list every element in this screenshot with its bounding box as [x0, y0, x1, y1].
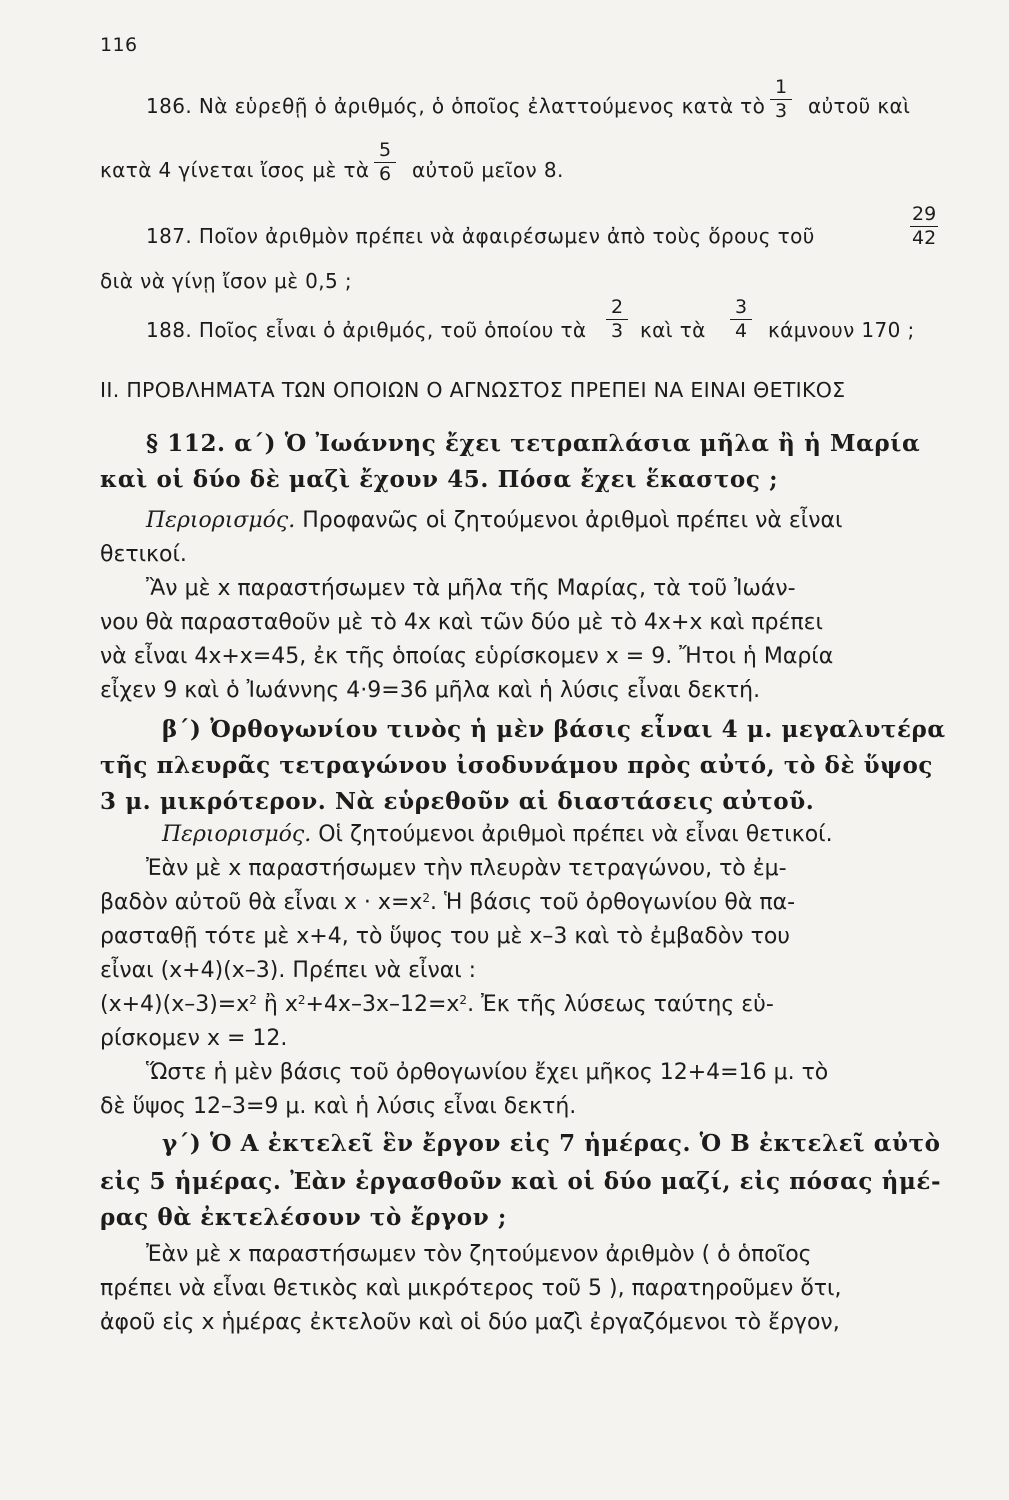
- section-112-title-line1: § 112. α΄) Ὁ Ἰωάννης ἔχει τετραπλάσια μῆλα ἢ ἡ Μαρία: [146, 430, 921, 457]
- fraction-denominator: 3: [774, 100, 788, 122]
- exponent: 2: [249, 993, 257, 1007]
- problem-188-mid: καὶ τὰ: [640, 318, 706, 342]
- problem-b-title-line1: β΄) Ὀρθογωνίου τινὸς ἡ μὲν βάσις εἶναι 4 μ. μεγαλυτέρα: [162, 716, 946, 743]
- equation-part4: . Ἐκ τῆς λύσεως ταύτης εὑ-: [467, 992, 774, 1017]
- fraction-one-third: [770, 78, 792, 121]
- section-heading: ΙΙ. ΠΡΟΒΛΗΜΑΤΑ ΤΩΝ ΟΠΟΙΩΝ Ο ΑΓΝΩΣΤΟΣ ΠΡΕΠΕΙ ΝΑ ΕΙΝΑΙ ΘΕΤΙΚΟΣ: [100, 378, 846, 402]
- solution-b-line6: ρίσκομεν x = 12.: [100, 1026, 288, 1051]
- solution-b-line3: ρασταθῇ τότε μὲ x+4, τὸ ὕψος του μὲ x–3 καὶ τὸ ἐμβαδὸν του: [100, 924, 791, 949]
- fraction-denominator: 3: [610, 320, 624, 342]
- problem-c-title-line1: γ΄) Ὁ Α ἐκτελεῖ ἓν ἔργον εἰς 7 ἡμέρας. Ὁ Β ἐκτελεῖ αὐτὸ: [162, 1130, 941, 1157]
- solution-b-line4: εἶναι (x+4)(x–3). Πρέπει νὰ εἶναι :: [100, 958, 477, 983]
- solution-b-line8: δὲ ὕψος 12–3=9 μ. καὶ ἡ λύσις εἶναι δεκτή.: [100, 1094, 577, 1119]
- solution-a-line4: εἶχεν 9 καὶ ὁ Ἰωάννης 4·9=36 μῆλα καὶ ἡ λύσις εἶναι δεκτή.: [100, 678, 761, 703]
- equation-part2: ἢ x: [256, 992, 298, 1017]
- problem-b-title-line3: 3 μ. μικρότερον. Νὰ εὑρεθοῦν αἱ διαστάσεις αὐτοῦ.: [100, 788, 815, 815]
- solution-c-line2: πρέπει νὰ εἶναι θετικὸς καὶ μικρότερος τοῦ 5 ), παρατηροῦμεν ὅτι,: [100, 1276, 842, 1301]
- exponent: 2: [297, 993, 306, 1007]
- constraint-line-a: [146, 510, 842, 532]
- fraction-denominator: 42: [912, 227, 937, 249]
- problem-186-line2-end: αὐτοῦ μεῖον 8.: [412, 158, 564, 182]
- problem-188-end: κάμνουν 170 ;: [768, 318, 915, 342]
- problem-188-line: 188. Ποῖος εἶναι ὁ ἀριθμός, τοῦ ὁποίου τὰ: [146, 318, 587, 342]
- fraction-denominator: 4: [734, 320, 748, 342]
- constraint-line-b: [162, 824, 833, 846]
- problem-186-line1: 186. Νὰ εὑρεθῇ ὁ ἀριθμός, ὁ ὁποῖος ἐλαττούμενος κατὰ τὸ: [146, 94, 766, 118]
- solution-b-line2-part2: . Ἡ βάσις τοῦ ὀρθογωνίου θὰ πα-: [430, 890, 796, 915]
- exponent: 2: [459, 993, 468, 1007]
- solution-a-line3: νὰ εἶναι 4x+x=45, ἐκ τῆς ὁποίας εὑρίσκομεν x = 9. Ἤτοι ἡ Μαρία: [100, 644, 834, 669]
- solution-b-line1: Ἐὰν μὲ x παραστήσωμεν τὴν πλευρὰν τετραγώνου, τὸ ἐμ-: [146, 856, 787, 881]
- problem-c-title-line3: ρας θὰ ἐκτελέσουν τὸ ἔργον ;: [100, 1204, 507, 1231]
- fraction-numerator: 5: [378, 139, 392, 161]
- equation-part1: (x+4)(x–3)=x: [100, 992, 250, 1017]
- fraction-29-42: [910, 205, 938, 248]
- solution-b-line7: Ὥστε ἡ μὲν βάσις τοῦ ὀρθογωνίου ἔχει μῆκος 12+4=16 μ. τὸ: [146, 1060, 829, 1085]
- problem-b-title-line2: τῆς πλευρᾶς τετραγώνου ἰσοδυνάμου πρὸς αὐτό, τὸ δὲ ὕψος: [100, 752, 934, 779]
- solution-b-line5: [100, 994, 774, 1016]
- section-112-title-line2: καὶ οἱ δύο δὲ μαζὶ ἔχουν 45. Πόσα ἔχει ἕκαστος ;: [100, 466, 779, 493]
- problem-187-line2: διὰ νὰ γίνῃ ἴσον μὲ 0,5 ;: [100, 269, 353, 293]
- problem-186-line2: κατὰ 4 γίνεται ἴσος μὲ τὰ: [100, 158, 370, 182]
- exponent: 2: [422, 891, 431, 905]
- fraction-denominator: 6: [378, 163, 392, 185]
- fraction-numerator: 29: [912, 203, 937, 225]
- constraint-label: Περιορισμός.: [146, 508, 296, 533]
- constraint-label: Περιορισμός.: [162, 822, 312, 847]
- solution-c-line1: Ἐὰν μὲ x παραστήσωμεν τὸν ζητούμενον ἀριθμὸν ( ὁ ὁποῖος: [146, 1242, 812, 1267]
- problem-187-line1: 187. Ποῖον ἀριθμὸν πρέπει νὰ ἀφαιρέσωμεν ἀπὸ τοὺς ὅρους τοῦ: [146, 224, 815, 248]
- fraction-numerator: 2: [610, 296, 624, 318]
- fraction-numerator: 3: [734, 296, 748, 318]
- solution-a-line2: νου θὰ παρασταθοῦν μὲ τὸ 4x καὶ τῶν δύο μὲ τὸ 4x+x καὶ πρέπει: [100, 610, 823, 635]
- equation-part3: +4x–3x–12=x: [305, 992, 460, 1017]
- page-number: 116: [100, 34, 138, 56]
- fraction-three-quarters: [730, 298, 752, 341]
- constraint-text: Οἱ ζητούμενοι ἀριθμοὶ πρέπει νὰ εἶναι θετικοί.: [318, 822, 833, 847]
- solution-b-line2: [100, 892, 795, 914]
- problem-186-line1-end: αὐτοῦ καὶ: [808, 94, 911, 118]
- solution-a-line1: Ἂν μὲ x παραστήσωμεν τὰ μῆλα τῆς Μαρίας, τὰ τοῦ Ἰωάν-: [146, 576, 796, 601]
- problem-c-title-line2: εἰς 5 ἡμέρας. Ἐὰν ἐργασθοῦν καὶ οἱ δύο μαζί, εἰς πόσας ἡμέ-: [100, 1168, 942, 1195]
- solution-b-line2-part1: βαδὸν αὐτοῦ θὰ εἶναι x · x=x: [100, 890, 423, 915]
- fraction-numerator: 1: [774, 76, 788, 98]
- fraction-two-thirds: [606, 298, 628, 341]
- constraint-line-a2: θετικοί.: [100, 542, 187, 567]
- solution-c-line3: ἀφοῦ εἰς x ἡμέρας ἐκτελοῦν καὶ οἱ δύο μαζὶ ἐργαζόμενοι τὸ ἔργον,: [100, 1310, 840, 1335]
- constraint-text: Προφανῶς οἱ ζητούμενοι ἀριθμοὶ πρέπει νὰ εἶναι: [302, 508, 843, 533]
- fraction-five-sixths: [374, 141, 396, 184]
